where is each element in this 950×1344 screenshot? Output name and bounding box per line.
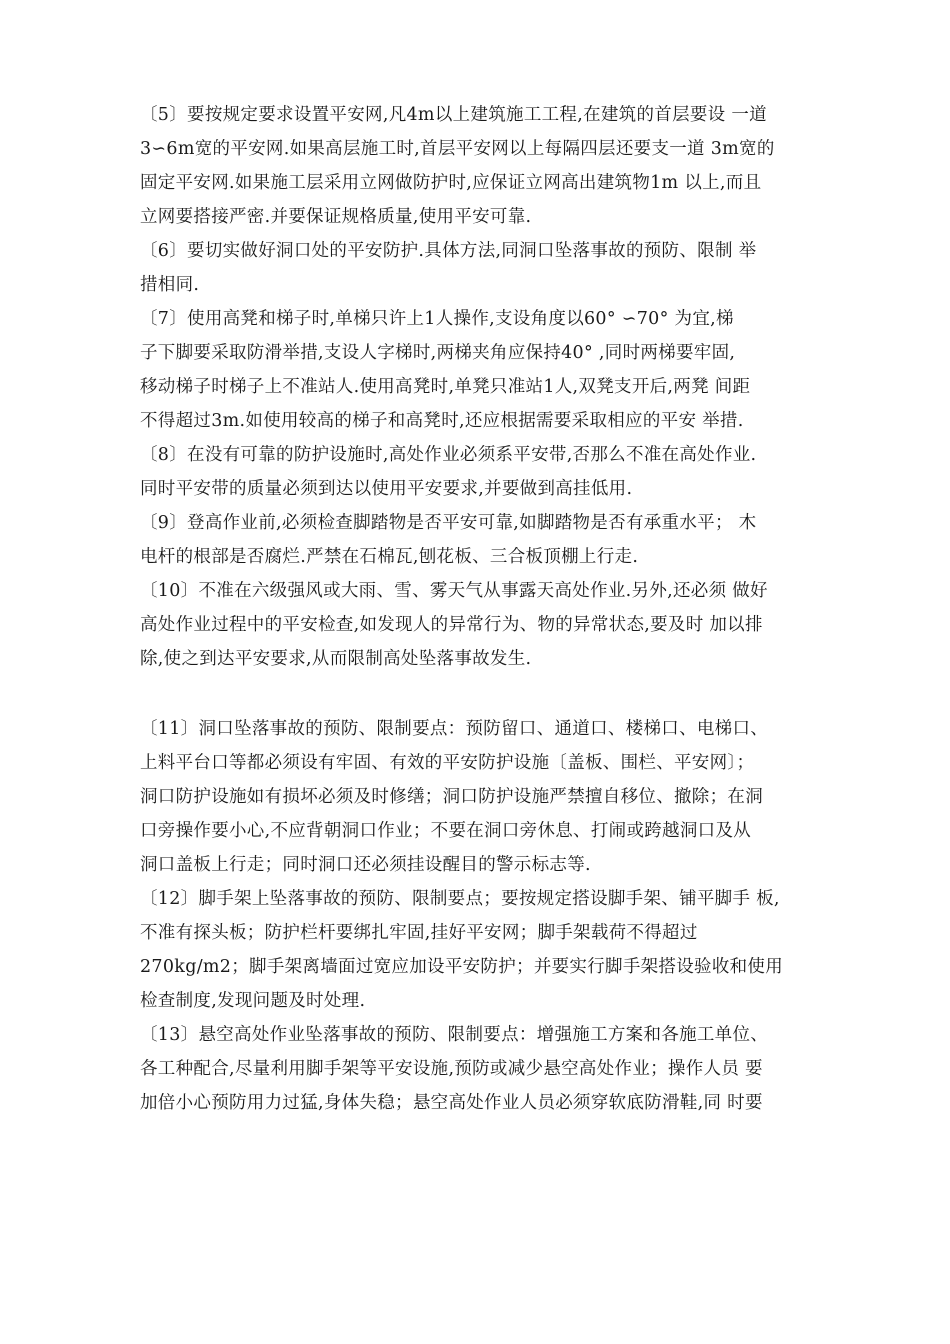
text-line: 高处作业过程中的平安检查,如发现人的异常行为、物的异常状态,要及时 加以排 bbox=[140, 615, 763, 635]
text-line: 洞口盖板上行走；同时洞口还必须挂设醒目的警示标志等. bbox=[140, 855, 591, 875]
text-line: 270kg/m2；脚手架离墙面过宽应加设平安防护；并要实行脚手架搭设验收和使用 bbox=[140, 957, 784, 977]
text-line: 〔13〕悬空高处作业坠落事故的预防、限制要点：增强施工方案和各施工单位、 bbox=[140, 1025, 769, 1045]
text-line: 不得超过3m.如使用较高的梯子和高凳时,还应根据需要采取相应的平安 举措. bbox=[140, 411, 744, 431]
text-line: 加倍小心预防用力过猛,身体失稳；悬空高处作业人员必须穿软底防滑鞋,同 时要 bbox=[140, 1093, 763, 1113]
text-line: 不准有探头板；防护栏杆要绑扎牢固,挂好平安网；脚手架载荷不得超过 bbox=[140, 923, 698, 943]
text-line: 〔8〕在没有可靠的防护设施时,高处作业必须系平安带,否那么不准在高处作业. bbox=[140, 445, 757, 465]
text-line: 〔12〕脚手架上坠落事故的预防、限制要点；要按规定搭设脚手架、铺平脚手 板, bbox=[140, 889, 780, 909]
text-line: 上料平台口等都必须设有牢固、有效的平安防护设施〔盖板、围栏、平安网〕； bbox=[140, 753, 755, 773]
text-line: 同时平安带的质量必须到达以使用平安要求,并要做到高挂低用. bbox=[140, 479, 633, 499]
text-line: 〔10〕不准在六级强风或大雨、雪、雾天气从事露天高处作业.另外,还必须 做好 bbox=[140, 581, 768, 601]
text-line: 除,使之到达平安要求,从而限制高处坠落事故发生. bbox=[140, 649, 532, 669]
text-line: 〔5〕要按规定要求设置平安网,凡4m以上建筑施工工程,在建筑的首层要设 一道 bbox=[140, 105, 767, 125]
text-line: 各工种配合,尽量利用脚手架等平安设施,预防或减少悬空高处作业；操作人员 要 bbox=[140, 1059, 763, 1079]
text-line: 措相同. bbox=[140, 275, 200, 295]
text-line: 〔9〕登高作业前,必须检查脚踏物是否平安可靠,如脚踏物是否有承重水平； 木 bbox=[140, 513, 757, 533]
text-line: 口旁操作要小心,不应背朝洞口作业；不要在洞口旁休息、打闹或跨越洞口及从 bbox=[140, 821, 752, 841]
text-line: 3∽6m宽的平安网.如果高层施工时,首层平安网以上每隔四层还要支一道 3m宽的 bbox=[140, 139, 775, 159]
text-line: 电杆的根部是否腐烂.严禁在石棉瓦,刨花板、三合板顶棚上行走. bbox=[140, 547, 639, 567]
text-line: 立网要搭接严密.并要保证规格质量,使用平安可靠. bbox=[140, 207, 532, 227]
paragraph-gap bbox=[140, 676, 830, 712]
text-line: 〔11〕洞口坠落事故的预防、限制要点：预防留口、通道口、楼梯口、电梯口、 bbox=[140, 719, 769, 739]
text-line: 子下脚要采取防滑举措,支设人字梯时,两梯夹角应保持40° ,同时两梯要牢固, bbox=[140, 343, 736, 363]
text-line: 〔6〕要切实做好洞口处的平安防护.具体方法,同洞口坠落事故的预防、限制 举 bbox=[140, 241, 757, 261]
document-body bbox=[140, 98, 830, 1120]
text-line: 检查制度,发现问题及时处理. bbox=[140, 991, 366, 1011]
text-line: 洞口防护设施如有损坏必须及时修缮；洞口防护设施严禁擅自移位、撤除；在洞 bbox=[140, 787, 763, 807]
text-line: 固定平安网.如果施工层采用立网做防护时,应保证立网高出建筑物1m 以上,而且 bbox=[140, 173, 762, 193]
text-line: 〔7〕使用高凳和梯子时,单梯只许上1人操作,支设角度以60° ∽70° 为宜,梯 bbox=[140, 309, 734, 329]
text-line: 移动梯子时梯子上不准站人.使用高凳时,单凳只准站1人,双凳支开后,两凳 间距 bbox=[140, 377, 751, 397]
